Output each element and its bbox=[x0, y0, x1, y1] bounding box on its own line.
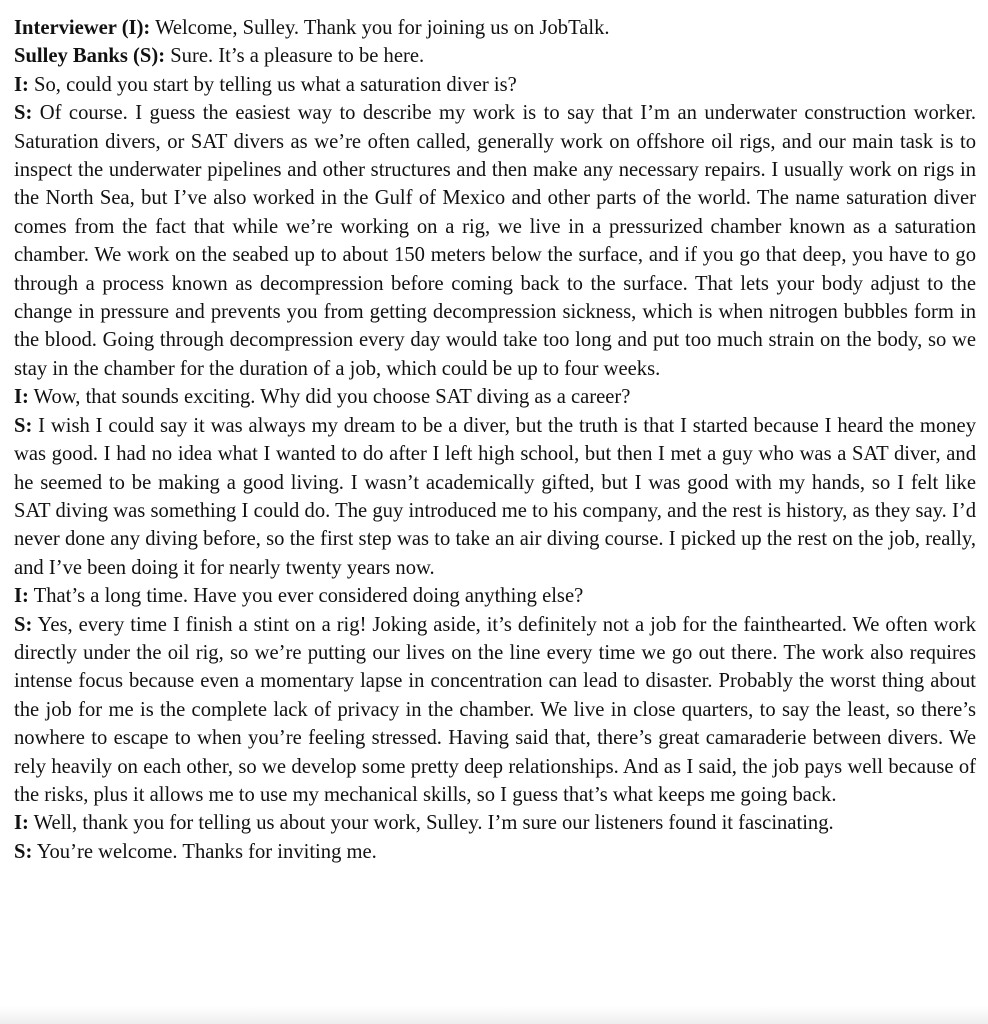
line-text: Wow, that sounds exciting. Why did you choose SAT diving as a career? bbox=[28, 386, 631, 409]
transcript-line bbox=[14, 14, 976, 42]
line-text: So, could you start by telling us what a saturation diver is? bbox=[28, 73, 517, 96]
speaker-label: Sulley Banks (S): bbox=[14, 45, 166, 68]
speaker-label: I: bbox=[14, 73, 29, 96]
transcript-line bbox=[14, 838, 976, 866]
line-text: Yes, every time I finish a stint on a rig! Joking aside, it’s definitely not a job for the fainthearted. We often work directly under the oil rig, so we’re putting our lives on the line every time we go out there. The work also requires intense focus because even a momentary lapse in concentration can lead to disaster. Probably the worst thing about the job for me is the complete lack of privacy in the chamber. We live in close quarters, to say the least, so there’s nowhere to escape to when you’re feeling stressed. Having said that, there’s great camaraderie between divers. We rely heavily on each other, so we develop some pretty deep relationships. And as I said, the job pays well because of the risks, plus it allows me to use my mechanical skills, so I guess that’s what keeps me going back. bbox=[14, 613, 976, 806]
transcript-line bbox=[14, 412, 976, 582]
speaker-label: I: bbox=[14, 812, 29, 835]
speaker-label: S: bbox=[14, 613, 33, 636]
line-text: That’s a long time. Have you ever considered doing anything else? bbox=[28, 585, 584, 608]
line-text: Sure. It’s a pleasure to be here. bbox=[165, 45, 425, 68]
line-text: Of course. I guess the easiest way to describe my work is to say that I’m an underwater construction worker. Saturation divers, or SAT divers as we’re often called, generally work on offshore oil rigs, and our main task is to inspect the underwater pipelines and other structures and then make any necessary repairs. I usually work on rigs in the North Sea, but I’ve also worked in the Gulf of Mexico and other parts of the world. The name saturation diver comes from the fact that while we’re working on a rig, we live in a pressurized chamber known as a saturation chamber. We work on the seabed up to about 150 meters below the surface, and if you go that deep, you have to go through a process known as decompression before coming back to the surface. That lets your body adjust to the change in pressure and prevents you from getting decompression sickness, which is when nitrogen bubbles form in the blood. Going through decompression every day would take too long and put too much strain on the body, so we stay in the chamber for the duration of a job, which could be up to four weeks. bbox=[14, 102, 976, 380]
interview-transcript bbox=[14, 14, 976, 866]
speaker-label: S: bbox=[14, 102, 33, 125]
speaker-label: S: bbox=[14, 840, 33, 863]
bottom-edge-shadow bbox=[0, 1006, 988, 1024]
transcript-line bbox=[14, 611, 976, 810]
line-text: Well, thank you for telling us about your work, Sulley. I’m sure our listeners found it fascinating. bbox=[28, 812, 834, 835]
line-text: I wish I could say it was always my dream to be a diver, but the truth is that I started because I heard the money was good. I had no idea what I wanted to do after I left high school, but then I met a guy who was a SAT diver, and he seemed to be making a good living. I wasn’t academically gifted, but I was good with my hands, so I felt like SAT diving was something I could do. The guy introduced me to his company, and the rest is history, as they say. I’d never done any diving before, so the first step was to take an air diving course. I picked up the rest on the job, really, and I’ve been doing it for nearly twenty years now. bbox=[14, 414, 976, 579]
speaker-label: I: bbox=[14, 386, 29, 409]
transcript-line bbox=[14, 582, 976, 610]
transcript-line bbox=[14, 809, 976, 837]
speaker-label: S: bbox=[14, 414, 33, 437]
transcript-line bbox=[14, 42, 976, 70]
line-text: Welcome, Sulley. Thank you for joining us on JobTalk. bbox=[150, 17, 610, 39]
line-text: You’re welcome. Thanks for inviting me. bbox=[32, 840, 377, 863]
transcript-line bbox=[14, 383, 976, 411]
transcript-line bbox=[14, 99, 976, 383]
speaker-label: Interviewer (I): bbox=[14, 17, 151, 39]
transcript-line bbox=[14, 71, 976, 99]
speaker-label: I: bbox=[14, 585, 29, 608]
